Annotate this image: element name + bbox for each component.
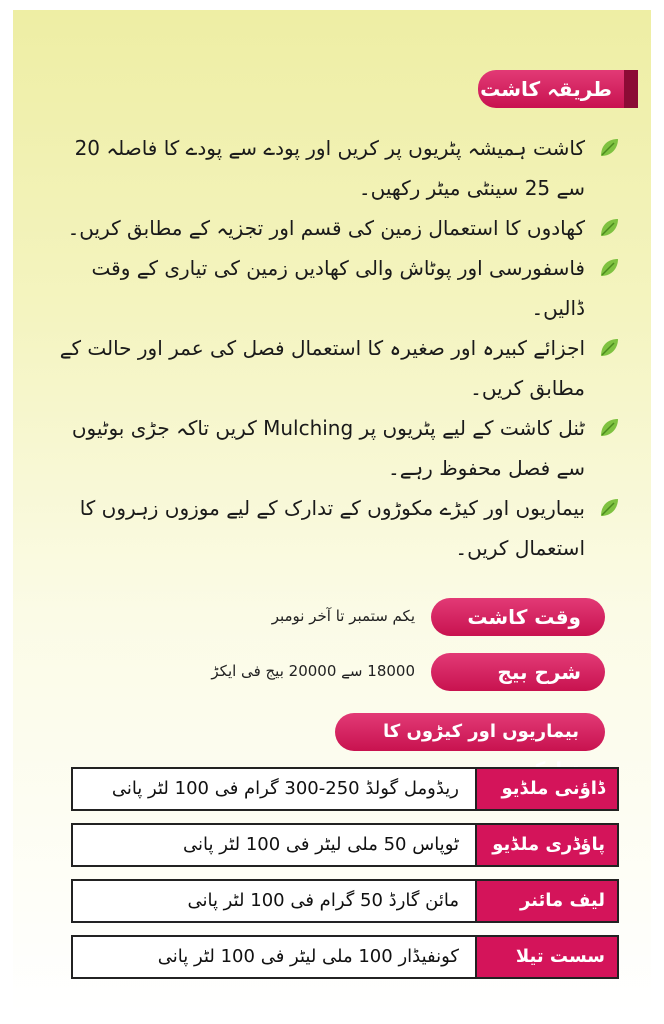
sowing-time-value: یکم ستمبر تا آخر نومبر [271,607,415,625]
leaf-icon [597,416,621,440]
disease-name: پاؤڈری ملڈیو [475,825,617,865]
treatment-text: کونفیڈار 100 ملی لیٹر فی 100 لٹر پانی [157,946,459,967]
list-item [43,208,621,248]
list-item-text: کھادوں کا استعمال زمین کی قسم اور تجزیہ کے مطابق کریں۔ [67,216,585,240]
list-item-text: بیماریوں اور کیڑے مکوڑوں کے تدارک کے لیے موزوں زہروں کا استعمال کریں۔ [79,496,585,560]
table-row [71,767,619,811]
table-row [71,879,619,923]
sowing-method-heading: طریقہ کاشت [478,70,638,108]
treatment-text: مائن گارڈ 50 گرام فی 100 لٹر پانی [187,890,459,911]
sowing-time-label: وقت کاشت [431,598,605,636]
list-item [43,248,621,328]
disease-name: سست تیلا [475,937,617,977]
leaf-icon [597,216,621,240]
pest-control-heading: بیماریوں اور کیڑوں کا [335,713,605,751]
disease-name: لیف مائنر [475,881,617,921]
list-item-text: ٹنل کاشت کے لیے پٹریوں پر Mulching کریں تاکہ جڑی بوٹیوں سے فصل محفوظ رہے۔ [71,416,585,480]
treatment-text: ٹوپاس 50 ملی لیٹر فی 100 لٹر پانی [183,834,459,855]
pest-control-table [71,767,619,991]
list-item-text: اجزائے کبیرہ اور صغیرہ کا استعمال فصل کی عمر اور حالت کے مطابق کریں۔ [59,336,585,400]
list-item-text: فاسفورسی اور پوٹاش والی کھادیں زمین کی تیاری کے وقت ڈالیں۔ [91,256,585,320]
treatment-text: ریڈومل گولڈ 250-300 گرام فی 100 لٹر پانی [111,778,459,799]
list-item [43,128,621,208]
sowing-method-list [43,128,621,568]
leaf-icon [597,336,621,360]
leaf-icon [597,496,621,520]
list-item-text: کاشت ہمیشہ پٹریوں پر کریں اور پودے سے پودے کا فاصلہ 20 سے 25 سینٹی میٹر رکھیں۔ [74,136,585,200]
seed-rate-label: شرح بیج [431,653,605,691]
leaf-icon [597,136,621,160]
list-item [43,328,621,408]
list-item [43,408,621,488]
table-row [71,823,619,867]
list-item [43,488,621,568]
seed-rate-value: 18000 سے 20000 بیج فی ایکڑ [211,662,415,680]
poster-page [13,10,651,1014]
table-row [71,935,619,979]
disease-name: ڈاؤنی ملڈیو [475,769,617,809]
leaf-icon [597,256,621,280]
